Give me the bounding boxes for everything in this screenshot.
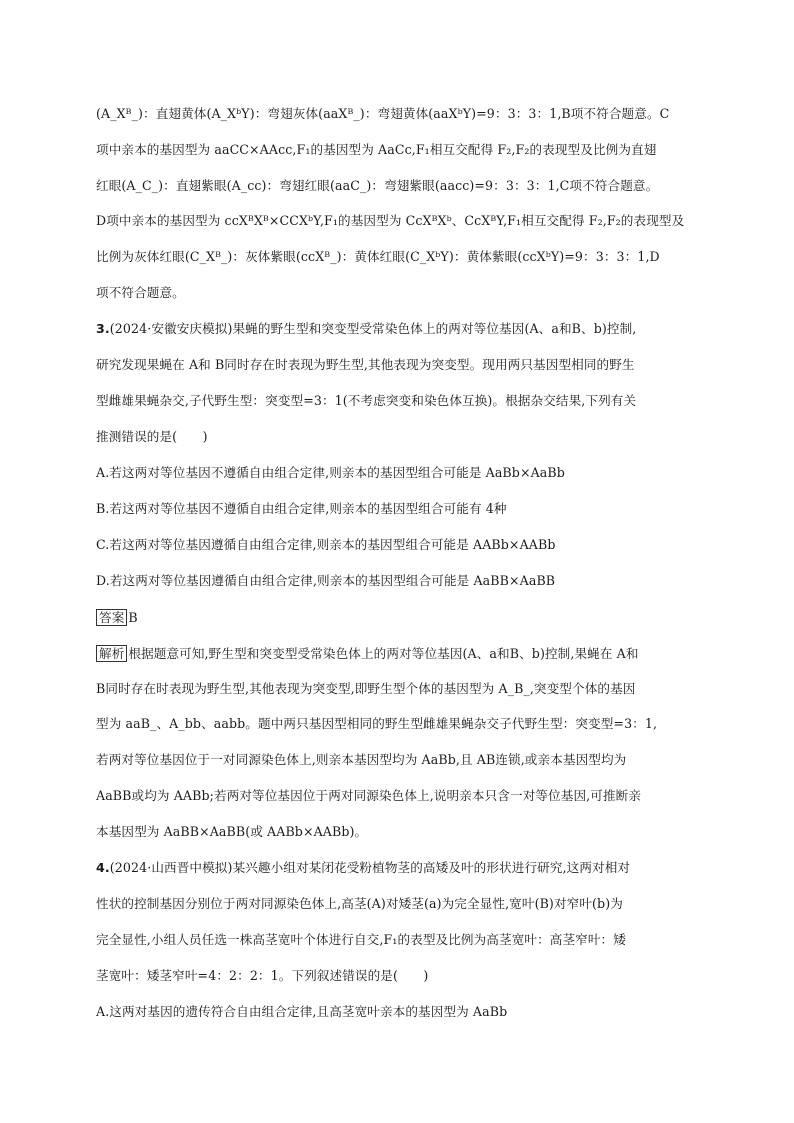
question-4-stem-line: 性状的控制基因分别位于两对同源染色体上,高茎(A)对矮茎(a)为完全显性,宽叶(B)对窄叶(b)为: [96, 896, 623, 911]
question-4-stem-line: [96, 860, 630, 876]
question-4-stem-line: 完全显性,小组人员任选一株高茎宽叶个体进行自交,F₁的表型及比例为高茎宽叶：高茎窄叶：矮: [96, 932, 626, 947]
question-4-stem-text: (2024·山西晋中模拟)某兴趣小组对某闭花受粉植物茎的高矮及叶的形状进行研究,这两对相对: [109, 860, 631, 875]
question-number: 3.: [96, 321, 110, 336]
answer-line: [96, 609, 138, 626]
option-d: D.若这两对等位基因遵循自由组合定律,则亲本的基因型组合可能是 AaBB×AaBB: [96, 573, 556, 588]
analysis-line: 型为 aaB_、A_bb、aabb。题中两只基因型相同的野生型雌雄果蝇杂交子代野生型：突变型=3：1,: [96, 716, 658, 731]
analysis-line: 若两对等位基因位于一对同源染色体上,则亲本基因型均为 AaBb,且 AB连锁,或亲本基因型均为: [96, 752, 627, 767]
text-line: D项中亲本的基因型为 ccXᴮXᴮ×CCXᵇY,F₁的基因型为 CcXᴮXᵇ、CcXᴮY,F₁相互交配得 F₂,F₂的表现型及: [96, 213, 685, 228]
question-4-stem-line: 茎宽叶：矮茎窄叶=4：2：2：1。下列叙述错误的是( ): [96, 968, 429, 983]
option-a: A.若这两对等位基因不遵循自由组合定律,则亲本的基因型组合可能是 AaBb×AaBb: [96, 465, 565, 480]
option-c: C.若这两对等位基因遵循自由组合定律,则亲本的基因型组合可能是 AABb×AABb: [96, 537, 556, 552]
question-3-stem-line: [96, 321, 636, 337]
answer-value: B: [128, 610, 138, 625]
analysis-line: [96, 645, 639, 662]
question-3-stem-text: (2024·安徽安庆模拟)果蝇的野生型和突变型受常染色体上的两对等位基因(A、a和B、b)控制,: [109, 321, 637, 336]
analysis-line: 本基因型为 AaBB×AaBB(或 AABb×AABb)。: [96, 824, 368, 839]
analysis-label: 解析: [96, 645, 127, 662]
text-line: 比例为灰体红眼(C_Xᴮ_)：灰体紫眼(ccXᴮ_)：黄体红眼(C_XᵇY)：黄体紫眼(ccXᵇY)=9：3：3：1,D: [96, 249, 660, 264]
question-number: 4.: [96, 860, 110, 875]
text-line: 项中亲本的基因型为 aaCC×AAcc,F₁的基因型为 AaCc,F₁相互交配得 F₂,F₂的表现型及比例为直翅: [96, 142, 657, 157]
analysis-line: AaBB或均为 AABb;若两对等位基因位于两对同源染色体上,说明亲本只含一对等位基因,可推断亲: [96, 788, 642, 803]
option-a: A.这两对基因的遗传符合自由组合定律,且高茎宽叶亲本的基因型为 AaBb: [96, 1004, 508, 1019]
text-line: 红眼(A_C_)：直翅紫眼(A_cc)：弯翅红眼(aaC_)：弯翅紫眼(aacc)=9：3：3：1,C项不符合题意。: [96, 178, 659, 193]
text-line: (A_Xᴮ_)：直翅黄体(A_XᵇY)：弯翅灰体(aaXᴮ_)：弯翅黄体(aaXᵇY)=9：3：3：1,B项不符合题意。C: [96, 106, 670, 121]
question-3-stem-line: 型雌雄果蝇杂交,子代野生型：突变型=3：1(不考虑突变和染色体互换)。根据杂交结果,下列有关: [96, 393, 637, 408]
question-3-stem-line: 研究发现果蝇在 A和 B同时存在时表现为野生型,其他表现为突变型。现用两只基因型相同的野生: [96, 357, 635, 372]
analysis-text: 根据题意可知,野生型和突变型受常染色体上的两对等位基因(A、a和B、b)控制,果蝇在 A和: [128, 646, 639, 661]
option-b: B.若这两对等位基因不遵循自由组合定律,则亲本的基因型组合可能有 4种: [96, 501, 507, 516]
answer-label: 答案: [96, 609, 127, 626]
text-line: 项不符合题意。: [96, 285, 185, 300]
question-3-stem-line: 推测错误的是( ): [96, 429, 208, 444]
analysis-line: B同时存在时表现为野生型,其他表现为突变型,即野生型个体的基因型为 A_B_,突变型个体的基因: [96, 681, 636, 696]
